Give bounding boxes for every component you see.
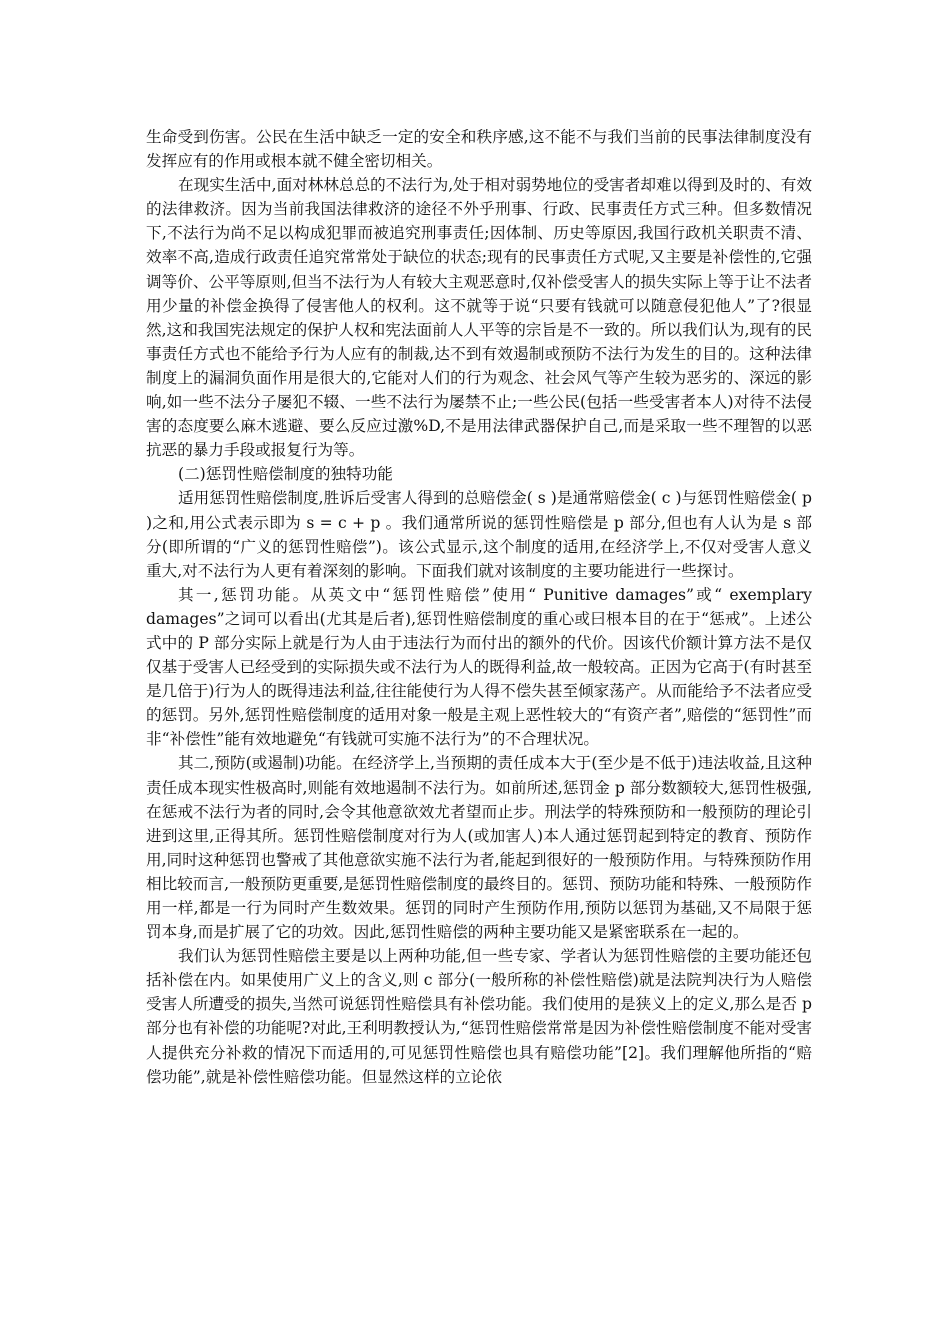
document-body — [146, 125, 812, 1089]
section-heading: (二)惩罚性赔偿制度的独特功能 — [178, 465, 393, 484]
paragraph-formula: 适用惩罚性赔偿制度,胜诉后受害人得到的总赔偿金( s )是通常赔偿金( c )与惩罚性赔偿金( p )之和,用公式表示即为 s = c + p 。我们通常所说的惩罚性赔偿是 p 部分,但也有人认为是 s 部分(即所谓的“广义的惩罚性赔偿”)。该公式显示,这个制度的适用,在经济学上,不仅对受害人意义重大,对不法行为人更有着深刻的影响。下面我们就对该制度的主要功能进行一些探讨。 — [146, 489, 812, 580]
paragraph-compensation-function: 我们认为惩罚性赔偿主要是以上两种功能,但一些专家、学者认为惩罚性赔偿的主要功能还包括补偿在内。如果使用广义上的含义,则 c 部分(一般所称的补偿性赔偿)就是法院判决行为人赔偿受害人所遭受的损失,当然可说惩罚性赔偿具有补偿功能。我们使用的是狭义上的定义,那么是否 p 部分也有补偿的功能呢?对此,王利明教授认为,“惩罚性赔偿常常是因为补偿性赔偿制度不能对受害人提供充分补救的情况下而适用的,可见惩罚性赔偿也具有赔偿功能”[2]。我们理解他所指的“赔偿功能”,就是补偿性赔偿功能。但显然这样的立论依 — [146, 947, 812, 1086]
paragraph-intro-continuation: 生命受到伤害。公民在生活中缺乏一定的安全和秩序感,这不能不与我们当前的民事法律制度没有发挥应有的作用或根本就不健全密切相关。 — [146, 128, 812, 171]
paragraph-preventive-function: 其二,预防(或遏制)功能。在经济学上,当预期的责任成本大于(至少是不低于)违法收益,且这种责任成本现实性极高时,则能有效地遏制不法行为。如前所述,惩罚金 p 部分数额较大,惩罚性极强,在惩戒不法行为者的同时,会令其他意欲效尤者望而止步。刑法学的特殊预防和一般预防的理论引进到这里,正得其所。惩罚性赔偿制度对行为人(或加害人)本人通过惩罚起到特定的教育、预防作用,同时这种惩罚也警戒了其他意欲实施不法行为者,能起到很好的一般预防作用。与特殊预防作用相比较而言,一般预防更重要,是惩罚性赔偿制度的最终目的。惩罚、预防功能和特殊、一般预防作用一样,都是一行为同时产生数效果。惩罚的同时产生预防作用,预防以惩罚为基础,又不局限于惩罚本身,而是扩展了它的功效。因此,惩罚性赔偿的两种主要功能又是紧密联系在一起的。 — [146, 754, 812, 942]
paragraph-punitive-function: 其一,惩罚功能。从英文中“惩罚性赔偿”使用“ Punitive damages”或“ exemplary damages”之词可以看出(尤其是后者),惩罚性赔偿制度的重心或曰根本目的在于“惩戒”。上述公式中的 P 部分实际上就是行为人由于违法行为而付出的额外的代价。因该代价额计算方法不是仅仅基于受害人已经受到的实际损失或不法行为人的既得利益,故一般较高。正因为它高于(有时甚至是几倍于)行为人的既得违法利益,往往能使行为人得不偿失甚至倾家荡产。从而能给予不法者应受的惩罚。另外,惩罚性赔偿制度的适用对象一般是主观上恶性较大的“有资产者”,赔偿的“惩罚性”而非“补偿性”能有效地避免“有钱就可实施不法行为”的不合理状况。 — [146, 585, 812, 749]
paragraph-legal-remedy: 在现实生活中,面对林林总总的不法行为,处于相对弱势地位的受害者却难以得到及时的、有效的法律救济。因为当前我国法律救济的途径不外乎刑事、行政、民事责任方式三种。但多数情况下,不法行为尚不足以构成犯罪而被追究刑事责任;因体制、历史等原因,我国行政机关职责不清、效率不高,造成行政责任追究常常处于缺位的状态;现有的民事责任方式呢,又主要是补偿性的,它强调等价、公平等原则,但当不法行为人有较大主观恶意时,仅补偿受害人的损失实际上等于让不法者用少量的补偿金换得了侵害他人的权利。这不就等于说“只要有钱就可以随意侵犯他人”了?很显然,这和我国宪法规定的保护人权和宪法面前人人平等的宗旨是不一致的。所以我们认为,现有的民事责任方式也不能给予行为人应有的制裁,达不到有效遏制或预防不法行为发生的目的。这种法律制度上的漏洞负面作用是很大的,它能对人们的行为观念、社会风气等产生较为恶劣的、深远的影响,如一些不法分子屡犯不辍、一些不法行为屡禁不止;一些公民(包括一些受害者本人)对待不法侵害的态度要么麻木逃避、要么反应过激%D,不是用法律武器保护自己,而是采取一些不理智的以恶抗恶的暴力手段或报复行为等。 — [146, 176, 812, 460]
